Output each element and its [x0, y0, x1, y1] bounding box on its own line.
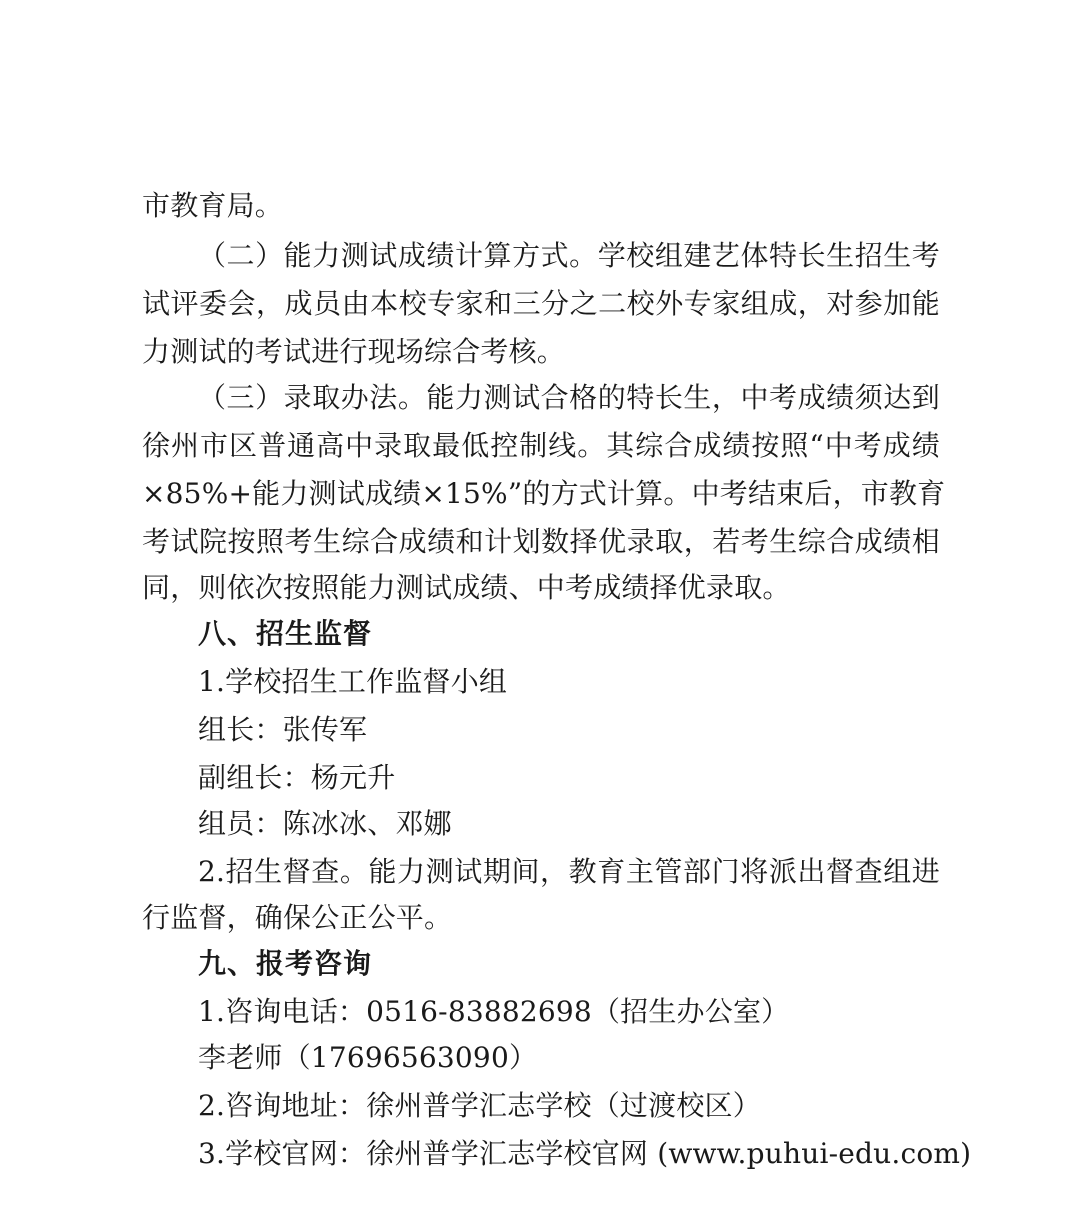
paragraph-line: 徐州市区普通高中录取最低控制线。其综合成绩按照“中考成绩	[142, 429, 940, 462]
paragraph-line: 2.招生督查。能力测试期间，教育主管部门将派出督查组进	[198, 855, 940, 888]
paragraph-line: 同，则依次按照能力测试成绩、中考成绩择优录取。	[142, 571, 791, 604]
paragraph-line: 考试院按照考生综合成绩和计划数择优录取，若考生综合成绩相	[142, 525, 940, 558]
paragraph-line: 市教育局。	[142, 189, 284, 222]
list-item: 1.学校招生工作监督小组	[198, 665, 508, 698]
paragraph-line: 力测试的考试进行现场综合考核。	[142, 335, 566, 368]
paragraph-line: （二）能力测试成绩计算方式。学校组建艺体特长生招生考	[198, 239, 940, 272]
paragraph-line: 行监督，确保公正公平。	[142, 901, 453, 934]
paragraph-line: 试评委会，成员由本校专家和三分之二校外专家组成，对参加能	[142, 287, 940, 320]
list-item: 3.学校官网：徐州普学汇志学校官网 (www.puhui-edu.com)	[198, 1137, 972, 1170]
list-item: 组长：张传军	[198, 713, 368, 746]
paragraph-line: ×85%+能力测试成绩×15%”的方式计算。中考结束后，市教育	[142, 477, 946, 510]
paragraph-line: （三）录取办法。能力测试合格的特长生，中考成绩须达到	[198, 381, 940, 414]
list-item: 2.咨询地址：徐州普学汇志学校（过渡校区）	[198, 1089, 761, 1122]
list-item: 1.咨询电话：0516-83882698（招生办公室）	[198, 995, 790, 1028]
section-heading: 八、招生监督	[198, 617, 373, 650]
list-item: 组员：陈冰冰、邓娜	[198, 807, 452, 840]
list-item: 李老师（17696563090）	[198, 1041, 538, 1074]
section-heading: 九、报考咨询	[198, 947, 373, 980]
list-item: 副组长：杨元升	[198, 761, 396, 794]
